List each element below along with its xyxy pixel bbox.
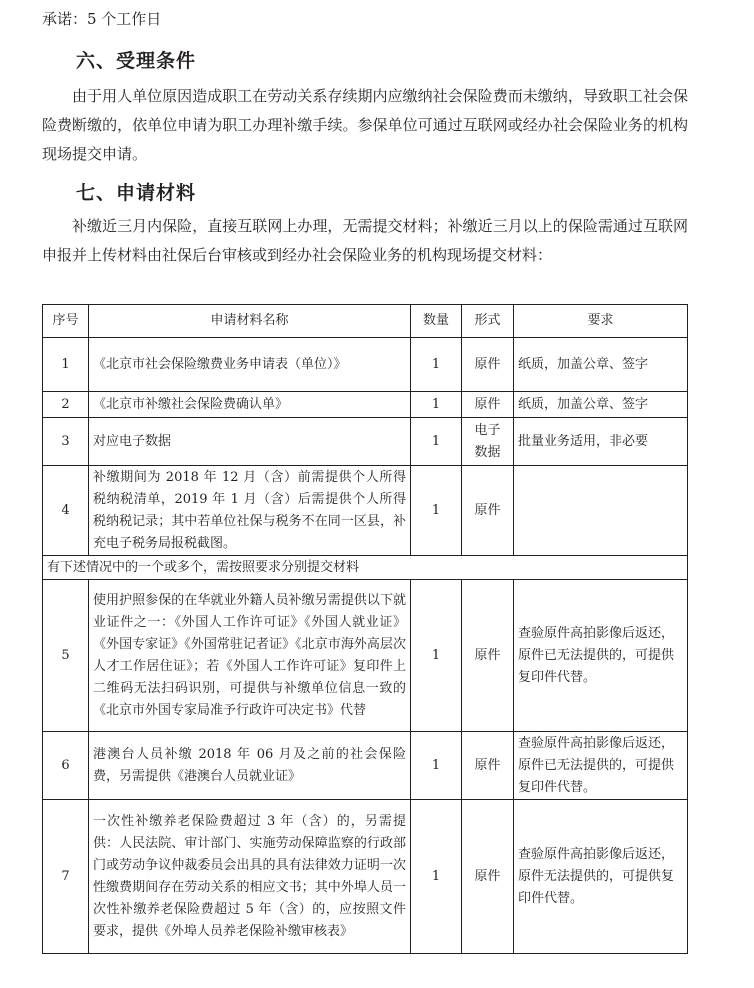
- row-requirement: 查验原件高拍影像后返还，原件无法提供的，可提供复印件代替。: [514, 800, 688, 954]
- row-requirement: 查验原件高拍影像后返还，原件已无法提供的，可提供复印件代替。: [514, 580, 688, 732]
- row-seq: 1: [43, 338, 89, 392]
- row-seq: 3: [43, 418, 89, 466]
- row-name: 港澳台人员补缴 2018 年 06 月及之前的社会保险费，另需提供《港澳台人员就业证》: [89, 732, 411, 800]
- row-qty: 1: [411, 580, 462, 732]
- row-requirement: 查验原件高拍影像后返还，原件已无法提供的，可提供复印件代替。: [514, 732, 688, 800]
- header-form: 形式: [462, 305, 514, 338]
- section6-heading: 六、受理条件: [76, 50, 197, 72]
- table-row: [43, 418, 688, 466]
- row-seq: 4: [43, 466, 89, 556]
- section7-heading: 七、申请材料: [76, 182, 197, 204]
- table-row: [43, 338, 688, 392]
- row-form: 原件: [462, 466, 514, 556]
- row-name: 使用护照参保的在华就业外籍人员补缴另需提供以下就业证件之一：《外国人工作许可证》《外国人就业证》《外国专家证》《外国常驻记者证》《北京市海外高层次人才工作居住证》；若《外国人工作许可证》复印件上二维码无法扫码识别，可提供与补缴单位信息一致的《北京市外国专家局准予行政许可决定书》代替: [89, 580, 411, 732]
- header-name: 申请材料名称: [89, 305, 411, 338]
- row-form: 原件: [462, 800, 514, 954]
- header-qty: 数量: [411, 305, 462, 338]
- row-form: 原件: [462, 338, 514, 392]
- span-row-text: 有下述情况中的一个或多个，需按照要求分别提交材料: [43, 556, 688, 580]
- row-form: 原件: [462, 580, 514, 732]
- table-span-row: [43, 556, 688, 580]
- table-header-row: [43, 305, 688, 338]
- row-seq: 5: [43, 580, 89, 732]
- header-seq: 序号: [43, 305, 89, 338]
- row-form: 电子数据: [462, 418, 514, 466]
- table-row: [43, 732, 688, 800]
- row-name: 对应电子数据: [89, 418, 411, 466]
- table-row: [43, 466, 688, 556]
- row-requirement: 纸质，加盖公章、签字: [514, 392, 688, 418]
- row-qty: 1: [411, 392, 462, 418]
- section7-paragraph: 补缴近三月内保险，直接互联网上办理，无需提交材料；补缴近三月以上的保险需通过互联网申报并上传材料由社保后台审核或到经办社会保险业务的机构现场提交材料：: [42, 217, 688, 264]
- row-form: 原件: [462, 392, 514, 418]
- row-qty: 1: [411, 466, 462, 556]
- section6-paragraph: 由于用人单位原因造成职工在劳动关系存续期内应缴纳社会保险费而未缴纳，导致职工社会保险费断缴的，依单位申请为职工办理补缴手续。参保单位可通过互联网或经办社会保险业务的机构现场提交申请。: [42, 87, 688, 163]
- table-row: [43, 392, 688, 418]
- row-requirement: 纸质，加盖公章、签字: [514, 338, 688, 392]
- row-seq: 6: [43, 732, 89, 800]
- row-name: 补缴期间为 2018 年 12 月（含）前需提供个人所得税纳税清单，2019 年 1 月（含）后需提供个人所得税纳税记录；其中若单位社保与税务不在同一区县，补充电子税务局报税截图。: [89, 466, 411, 556]
- table-row: [43, 580, 688, 732]
- row-seq: 2: [43, 392, 89, 418]
- row-requirement: 批量业务适用，非必要: [514, 418, 688, 466]
- promise-line: 承诺：5 个工作日: [42, 10, 162, 28]
- row-form: 原件: [462, 732, 514, 800]
- row-qty: 1: [411, 800, 462, 954]
- row-name: 《北京市补缴社会保险费确认单》: [89, 392, 411, 418]
- row-name: 《北京市社会保险缴费业务申请表（单位）》: [89, 338, 411, 392]
- row-qty: 1: [411, 418, 462, 466]
- row-name: 一次性补缴养老保险费超过 3 年（含）的，另需提供：人民法院、审计部门、实施劳动保障监察的行政部门或劳动争议仲裁委员会出具的具有法律效力证明一次性缴费期间存在劳动关系的相应文书；其中外埠人员一次性补缴养老保险费超过 5 年（含）的，应按照文件要求，提供《外埠人员养老保险补缴审核表》: [89, 800, 411, 954]
- row-qty: 1: [411, 338, 462, 392]
- materials-table: [42, 304, 688, 954]
- row-seq: 7: [43, 800, 89, 954]
- row-requirement: [514, 466, 688, 556]
- table-row: [43, 800, 688, 954]
- header-requirement: 要求: [514, 305, 688, 338]
- row-qty: 1: [411, 732, 462, 800]
